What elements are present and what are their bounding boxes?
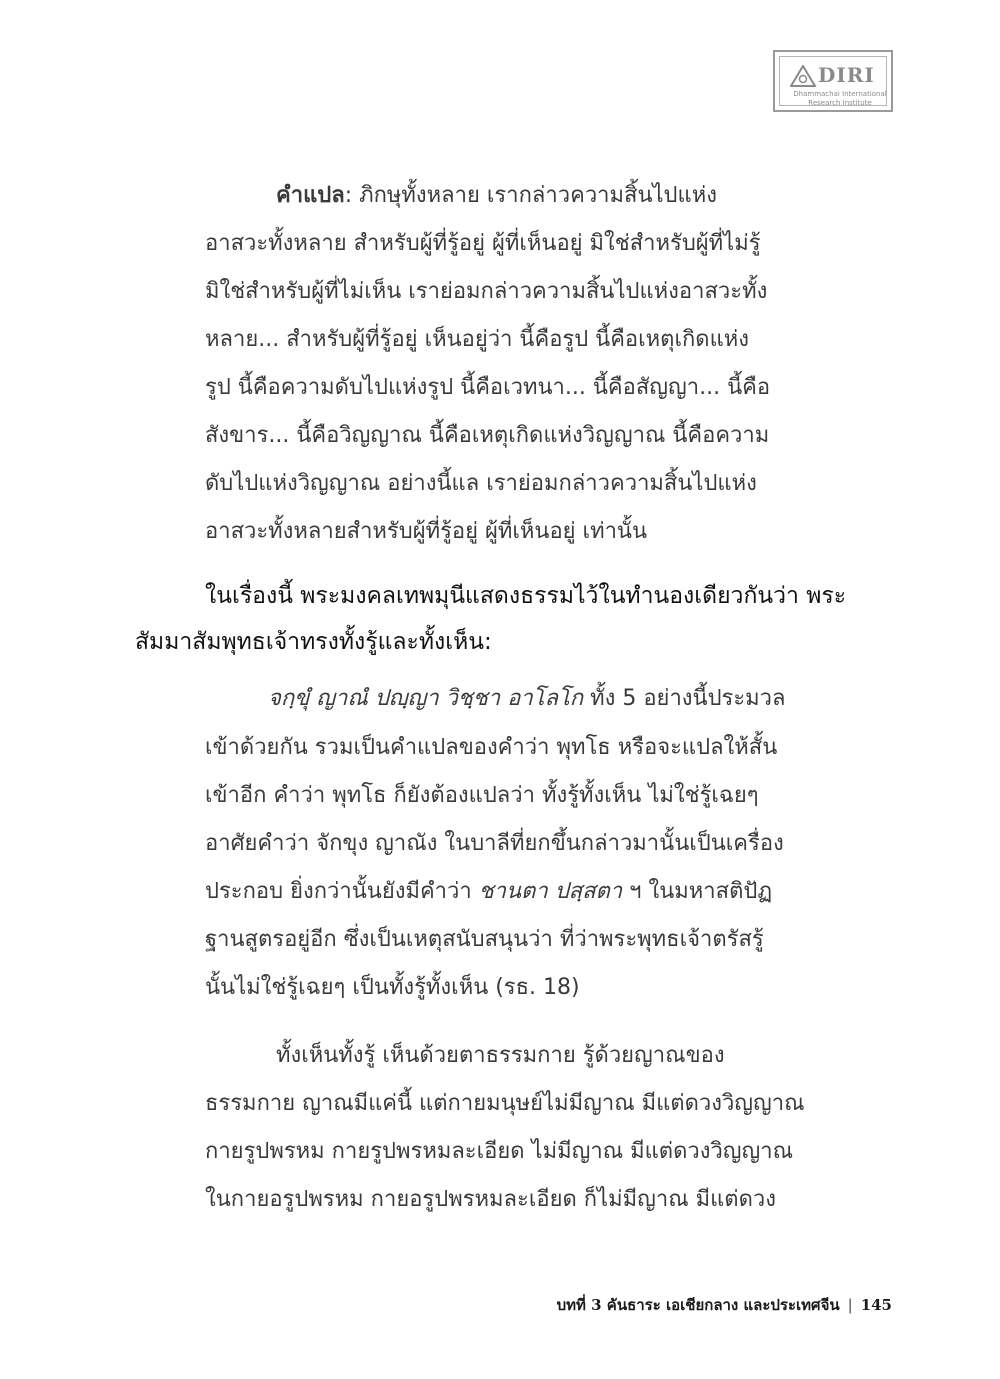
quote-line-5-pre: ประกอบ ยิ่งกว่านั้นยังมีคำว่า [205, 879, 479, 904]
quote-line-1 [268, 684, 786, 714]
quote-line-7: นั้นไม่ใช่รู้เฉยๆ เป็นทั้งรู้ทั้งเห็น (รธ. 18) [205, 975, 580, 1000]
body-paragraph-line-1: ในเรื่องนี้ พระมงคลเทพมุนีแสดงธรรมไว้ในทำนองเดียวกันว่า พระ [205, 583, 847, 609]
closing-line-4: ในกายอรูปพรหม กายอรูปพรหมละเอียด ก็ไม่มีญาณ มีแต่ดวง [205, 1187, 776, 1212]
translation-line-1-text: : ภิกษุทั้งหลาย เรากล่าวความสิ้นไปแห่ง [344, 183, 717, 208]
quote-line-6: ฐานสูตรอยู่อีก ซึ่งเป็นเหตุสนับสนุนว่า ที่ว่าพระพุทธเจ้าตรัสรู้ [205, 927, 764, 952]
footer-separator: | [847, 1296, 853, 1314]
translation-line-2: อาสวะทั้งหลาย สำหรับผู้ที่รู้อยู่ ผู้ที่เห็นอยู่ มิใช่สำหรับผู้ที่ไม่รู้ [205, 231, 761, 256]
translation-line-1 [276, 181, 717, 211]
closing-line-2: ธรรมกาย ญาณมีแค่นี้ แต่กายมนุษย์ไม่มีญาณ มีแต่ดวงวิญญาณ [205, 1091, 805, 1116]
pali-terms: จกฺขุํ ญาณํ ปญฺญา วิชฺชา อาโลโก [268, 686, 584, 711]
translation-line-8: อาสวะทั้งหลายสำหรับผู้ที่รู้อยู่ ผู้ที่เห็นอยู่ เท่านั้น [205, 519, 648, 544]
diri-logo [773, 50, 893, 112]
translation-line-3: มิใช่สำหรับผู้ที่ไม่เห็น เราย่อมกล่าวความสิ้นไปแห่งอาสวะทั้ง [205, 279, 768, 304]
logo-subtitle-line1: Dhammachai International [793, 90, 887, 98]
quote-line-5-post: ฯ ในมหาสติปัฏ [622, 879, 773, 904]
pali-term-janata: ชานตา ปสฺสตา [478, 879, 623, 904]
translation-line-6: สังขาร... นี้คือวิญญาณ นี้คือเหตุเกิดแห่งวิญญาณ นี้คือความ [205, 423, 770, 448]
quote-line-4: อาศัยคำว่า จักขุง ญาณัง ในบาลีที่ยกขึ้นกล่าวมานั้นเป็นเครื่อง [205, 831, 784, 856]
closing-line-1: ทั้งเห็นทั้งรู้ เห็นด้วยตาธรรมกาย รู้ด้วยญาณของ [276, 1043, 725, 1068]
translation-line-5: รูป นี้คือความดับไปแห่งรูป นี้คือเวทนา... นี้คือสัญญา... นี้คือ [205, 375, 771, 400]
translation-line-7: ดับไปแห่งวิญญาณ อย่างนี้แล เราย่อมกล่าวความสิ้นไปแห่ง [205, 471, 757, 496]
chapter-title: บทที่ 3 คันธาระ เอเชียกลาง และประเทศจีน [556, 1296, 840, 1314]
translation-label: คำแปล [276, 183, 345, 208]
body-paragraph-line-2: สัมมาสัมพุทธเจ้าทรงทั้งรู้และทั้งเห็น: [135, 629, 492, 655]
page-number: 145 [860, 1296, 892, 1314]
logo-title: DIRI [818, 63, 875, 87]
quote-line-1-text: ทั้ง 5 อย่างนี้ประมวล [583, 686, 786, 711]
closing-line-3: กายรูปพรหม กายรูปพรหมละเอียด ไม่มีญาณ มีแต่ดวงวิญญาณ [205, 1139, 794, 1164]
page-footer [557, 1293, 892, 1317]
logo-subtitle-line2: Research Institute [808, 99, 872, 107]
logo-subtitle [790, 90, 890, 108]
quote-line-3: เข้าอีก คำว่า พุทโธ ก็ยังต้องแปลว่า ทั้งรู้ทั้งเห็น ไม่ใช่รู้เฉยๆ [205, 783, 759, 808]
quote-line-2: เข้าด้วยกัน รวมเป็นคำแปลของคำว่า พุทโธ หรือจะแปลให้สั้น [205, 735, 778, 760]
diri-triangle-icon [790, 65, 816, 87]
quote-line-5 [205, 877, 772, 907]
translation-line-4: หลาย... สำหรับผู้ที่รู้อยู่ เห็นอยู่ว่า นี้คือรูป นี้คือเหตุเกิดแห่ง [205, 327, 750, 352]
